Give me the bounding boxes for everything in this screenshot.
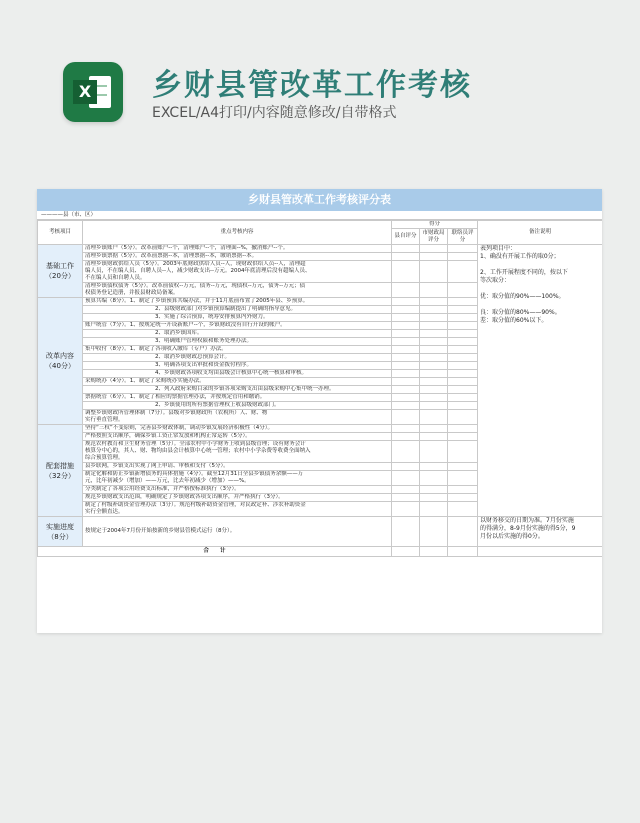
content-line: 编人员，不在编人员、自聘人员--人，减少财政支出--万元。2004年底清理后没有超编人员、 bbox=[85, 268, 311, 274]
content-cell bbox=[83, 494, 392, 502]
score-group-cell[interactable] bbox=[448, 354, 478, 362]
score-city-cell[interactable] bbox=[420, 441, 448, 463]
content-cell bbox=[83, 298, 392, 306]
content-line: 制定化解和防止乡镇新增债务的具体措施（4分）。截至12月31日全县乡镇债务余额——万 bbox=[85, 471, 304, 477]
county-label: ————县（市、区） bbox=[37, 211, 602, 220]
total-value-cell bbox=[478, 547, 602, 557]
score-group-cell[interactable] bbox=[448, 261, 478, 283]
score-self-cell[interactable] bbox=[392, 362, 420, 370]
category-points: （20分） bbox=[45, 272, 75, 280]
score-self-cell[interactable] bbox=[392, 322, 420, 330]
score-group-cell[interactable] bbox=[448, 370, 478, 378]
content-line: 清理乡镇账户（5分）。改革前账户--个，清理账户--个，清理面--%，撤消账户--个。 bbox=[85, 245, 289, 251]
category-name: 改革内容 bbox=[46, 352, 74, 360]
score-city-cell[interactable] bbox=[420, 354, 448, 362]
content-line: 3、明确各项支出审批和资金拨付程序。 bbox=[155, 362, 253, 368]
score-self-cell[interactable] bbox=[392, 386, 420, 394]
content-line: 规范农村教育和卫生财务管理（5分）。全部农村中小学财务上收到县级管理；设有财务会计 bbox=[85, 441, 306, 447]
content-line: 预算共编（8分）。1、制定了乡镇预算共编办法，并于11月底前布置了2005年县、乡预算。 bbox=[85, 298, 309, 304]
note-line: 的得满分，8-9月份实施的得5分，9 bbox=[480, 525, 576, 532]
total-value-cell[interactable] bbox=[448, 547, 478, 557]
score-city-cell[interactable] bbox=[420, 471, 448, 486]
page-title: 乡财县管改革工作考核 bbox=[152, 68, 472, 103]
score-city-cell[interactable] bbox=[420, 298, 448, 306]
note-line: 1、确没有开展工作的取0分； bbox=[480, 253, 560, 260]
category-name: 基础工作 bbox=[46, 262, 74, 270]
note-cell-rating bbox=[478, 245, 602, 517]
content-cell bbox=[83, 394, 392, 402]
total-value-cell[interactable] bbox=[392, 547, 420, 557]
excel-icon bbox=[63, 62, 123, 122]
sheet-title: 乡财县管改革工作考核评分表 bbox=[37, 189, 602, 211]
score-self-cell[interactable] bbox=[392, 314, 420, 322]
content-line: 坚持“三权”不变原则，完善县乡财政体制，调动乡镇发展经济积极性（4分）。 bbox=[85, 425, 273, 431]
score-group-cell[interactable] bbox=[448, 394, 478, 402]
content-cell bbox=[83, 362, 392, 370]
score-city-cell[interactable] bbox=[420, 306, 448, 314]
table-row bbox=[38, 517, 603, 547]
score-city-cell[interactable] bbox=[420, 425, 448, 433]
note-line: 差：取分值的60%以下。 bbox=[480, 317, 548, 324]
score-self-cell[interactable] bbox=[392, 354, 420, 362]
category-points: （40分） bbox=[45, 362, 75, 370]
score-group-cell[interactable] bbox=[448, 314, 478, 322]
content-cell bbox=[83, 441, 392, 463]
score-group-cell[interactable] bbox=[448, 471, 478, 486]
content-cell bbox=[83, 517, 392, 547]
content-line: 规范乡镇财政支出范围，明确规定了乡镇财政各项支出顺序，并严格执行（3分）。 bbox=[85, 494, 284, 500]
score-group-cell[interactable] bbox=[448, 346, 478, 354]
category-cell bbox=[38, 517, 83, 547]
score-group-cell[interactable] bbox=[448, 253, 478, 261]
content-cell bbox=[83, 354, 392, 362]
excel-x-badge: X bbox=[73, 80, 97, 104]
score-table bbox=[37, 220, 602, 557]
score-city-cell[interactable] bbox=[420, 502, 448, 517]
score-city-cell[interactable] bbox=[420, 517, 448, 547]
content-cell bbox=[83, 370, 392, 378]
score-city-cell[interactable] bbox=[420, 261, 448, 283]
total-label: 合 计 bbox=[38, 547, 392, 557]
score-city-cell[interactable] bbox=[420, 346, 448, 354]
content-line: 县乡联网，乡镇支出实现了网上申请、审核和支付（5分）。 bbox=[85, 463, 229, 469]
category-name: 实施进度 bbox=[46, 522, 74, 531]
note-line: 月份以后实施的得0分。 bbox=[480, 533, 544, 540]
content-cell bbox=[83, 402, 392, 410]
content-cell bbox=[83, 245, 392, 253]
score-self-cell[interactable] bbox=[392, 402, 420, 410]
score-self-cell[interactable] bbox=[392, 330, 420, 338]
note-line: 以财务移交的日期为准。7月份实施 bbox=[480, 517, 574, 524]
content-line: 不在编人员和自聘人员。 bbox=[85, 275, 146, 281]
category-cell bbox=[38, 425, 83, 517]
score-self-cell[interactable] bbox=[392, 463, 420, 471]
score-group-cell[interactable] bbox=[448, 502, 478, 517]
score-group-cell[interactable] bbox=[448, 402, 478, 410]
score-city-cell[interactable] bbox=[420, 494, 448, 502]
col-header-score: 得分 bbox=[392, 221, 478, 229]
content-line: 2、乡镇使用的所有票据管理权上收县级财政部门。 bbox=[155, 402, 280, 408]
score-self-cell[interactable] bbox=[392, 486, 420, 494]
content-cell bbox=[83, 425, 392, 433]
note-line: 等次取分： bbox=[480, 277, 511, 284]
score-group-cell[interactable] bbox=[448, 322, 478, 330]
content-line: 清理乡镇票据（5分）。改革前票据--本，清理票据--本，缴销票据--本。 bbox=[85, 253, 258, 259]
content-line: 3、实施了综合预算，统筹安排预算内外财力。 bbox=[155, 314, 269, 320]
content-cell bbox=[83, 378, 392, 386]
content-line: 严格按照支出顺序，确保乡镇工资正常发放和机构正常运转（5分）。 bbox=[85, 433, 251, 439]
content-cell bbox=[83, 463, 392, 471]
col-header-content: 重点考核内容 bbox=[83, 221, 392, 245]
score-self-cell[interactable] bbox=[392, 394, 420, 402]
table-row bbox=[38, 245, 603, 253]
score-self-cell[interactable] bbox=[392, 298, 420, 306]
score-group-cell[interactable] bbox=[448, 338, 478, 346]
content-line: 4、乡镇财政各项收支均由县级会计核算中心统一核算和审核。 bbox=[155, 370, 308, 376]
score-city-cell[interactable] bbox=[420, 330, 448, 338]
content-line: 2、列入政府采购目录的乡镇各项采购支出由县级采购中心集中统一办理。 bbox=[155, 386, 335, 392]
content-cell bbox=[83, 261, 392, 283]
score-self-cell[interactable] bbox=[392, 433, 420, 441]
content-line: 票据统管（6分）。1、制定了相应的票据管理办法，并按规定管用和缴销。 bbox=[85, 394, 266, 400]
content-cell bbox=[83, 471, 392, 486]
content-cell bbox=[83, 283, 392, 298]
header bbox=[0, 0, 640, 150]
col-header-item: 考核项目 bbox=[38, 221, 83, 245]
content-line: 权债务登记造册，并报县财政局备案。 bbox=[85, 290, 179, 296]
score-self-cell[interactable] bbox=[392, 338, 420, 346]
content-line: 调整乡镇财政所管理体制（7分）。县级对乡镇财政所（农税所）人、财、物 bbox=[85, 410, 268, 416]
score-self-cell[interactable] bbox=[392, 261, 420, 283]
content-line: 2、取消乡镇国库。 bbox=[155, 330, 203, 336]
content-cell bbox=[83, 253, 392, 261]
score-group-cell[interactable] bbox=[448, 378, 478, 386]
score-city-cell[interactable] bbox=[420, 370, 448, 378]
score-self-cell[interactable] bbox=[392, 283, 420, 298]
score-city-cell[interactable] bbox=[420, 386, 448, 394]
content-line: 按规定于2004年7月份开始按新的乡财县管模式运行（8分）。 bbox=[85, 528, 236, 534]
score-group-cell[interactable] bbox=[448, 362, 478, 370]
content-line: 综合预算管理。 bbox=[85, 455, 124, 461]
content-cell bbox=[83, 330, 392, 338]
score-self-cell[interactable] bbox=[392, 306, 420, 314]
score-city-cell[interactable] bbox=[420, 338, 448, 346]
score-group-cell[interactable] bbox=[448, 306, 478, 314]
total-row bbox=[38, 547, 603, 557]
score-self-cell[interactable] bbox=[392, 471, 420, 486]
note-cell-progress bbox=[478, 517, 602, 547]
score-self-cell[interactable] bbox=[392, 425, 420, 433]
score-self-cell[interactable] bbox=[392, 253, 420, 261]
score-self-cell[interactable] bbox=[392, 441, 420, 463]
content-line: 采购统办（4分）。1、制定了采购统办实施办法。 bbox=[85, 378, 205, 384]
content-cell bbox=[83, 338, 392, 346]
category-name: 配套措施 bbox=[46, 461, 74, 470]
score-city-cell[interactable] bbox=[420, 283, 448, 298]
category-points: （32分） bbox=[45, 471, 75, 480]
score-self-cell[interactable] bbox=[392, 517, 420, 547]
score-self-cell[interactable] bbox=[392, 410, 420, 425]
score-group-cell[interactable] bbox=[448, 433, 478, 441]
content-line: 账户统管（7分）。1、按规定统一开设新账户--个，乡镇财政没有自行开设的帐户。 bbox=[85, 322, 286, 328]
score-group-cell[interactable] bbox=[448, 494, 478, 502]
content-line: 2、取消乡镇财政总预算会计。 bbox=[155, 354, 231, 360]
score-city-cell[interactable] bbox=[420, 253, 448, 261]
score-city-cell[interactable] bbox=[420, 486, 448, 494]
score-city-cell[interactable] bbox=[420, 362, 448, 370]
score-city-cell[interactable] bbox=[420, 410, 448, 425]
content-line: 清理乡镇财政供给人员（5分）。2003年底财政供给人员--人，现财政供给人员--人，清理超 bbox=[85, 261, 306, 267]
score-city-cell[interactable] bbox=[420, 402, 448, 410]
score-group-cell[interactable] bbox=[448, 425, 478, 433]
note-line: 2、工作开展程度不同的，按以下 bbox=[480, 269, 568, 276]
content-cell bbox=[83, 314, 392, 322]
content-line: 分类制定了各项公用经费支出标准，并严格按标准执行（3分）。 bbox=[85, 486, 240, 492]
score-group-cell[interactable] bbox=[448, 486, 478, 494]
score-group-cell[interactable] bbox=[448, 463, 478, 471]
score-city-cell[interactable] bbox=[420, 314, 448, 322]
score-self-cell[interactable] bbox=[392, 370, 420, 378]
category-cell bbox=[38, 298, 83, 425]
content-line: 核算分中心的，其人、财、物均由县会计核算中心统一管理；农村中小学杂费等收费全面纳入 bbox=[85, 448, 311, 454]
col-header-group: 联络员评分 bbox=[448, 229, 478, 245]
content-line: 元，比年初减少（增加）——万元，比去年初减少（增加）——%。 bbox=[85, 478, 250, 484]
score-group-cell[interactable] bbox=[448, 517, 478, 547]
content-line: 清理乡镇债权债务（5分）。改革前债权--万元，债务--万元，现债权--万元，债务--万元；债 bbox=[85, 283, 306, 289]
content-cell bbox=[83, 386, 392, 394]
score-group-cell[interactable] bbox=[448, 410, 478, 425]
score-group-cell[interactable] bbox=[448, 283, 478, 298]
score-self-cell[interactable] bbox=[392, 378, 420, 386]
content-cell bbox=[83, 433, 392, 441]
category-cell bbox=[38, 245, 83, 298]
content-cell bbox=[83, 322, 392, 330]
score-city-cell[interactable] bbox=[420, 433, 448, 441]
score-group-cell[interactable] bbox=[448, 245, 478, 253]
content-line: 实行全额直达。 bbox=[85, 509, 124, 515]
note-line bbox=[480, 261, 600, 269]
score-group-cell[interactable] bbox=[448, 441, 478, 463]
score-self-cell[interactable] bbox=[392, 245, 420, 253]
note-line bbox=[480, 301, 600, 309]
page-subtitle: EXCEL/A4打印/内容随意修改/自带格式 bbox=[152, 105, 397, 121]
category-points: （8分） bbox=[47, 532, 73, 541]
content-cell bbox=[83, 502, 392, 517]
score-group-cell[interactable] bbox=[448, 298, 478, 306]
content-line: 制定了村级补助资金管理办法（3分）。规范村级补助资金管理，对民政定补、涉农补助资金 bbox=[85, 502, 306, 508]
score-group-cell[interactable] bbox=[448, 386, 478, 394]
score-city-cell[interactable] bbox=[420, 463, 448, 471]
content-line: 2、县级财政部门对乡镇预算编制提出了明确的指导意见。 bbox=[155, 306, 297, 312]
content-cell bbox=[83, 410, 392, 425]
total-value-cell[interactable] bbox=[420, 547, 448, 557]
score-group-cell[interactable] bbox=[448, 330, 478, 338]
score-city-cell[interactable] bbox=[420, 394, 448, 402]
content-line: 3、明确账户管理权限和账务处理办法。 bbox=[155, 338, 253, 344]
note-line: 表列项目中： bbox=[480, 245, 517, 252]
score-self-cell[interactable] bbox=[392, 346, 420, 354]
content-cell bbox=[83, 486, 392, 494]
note-line: 良：取分值的80%——90%。 bbox=[480, 309, 561, 316]
score-self-cell[interactable] bbox=[392, 502, 420, 517]
score-city-cell[interactable] bbox=[420, 245, 448, 253]
content-line: 集中收付（8分）。1、制定了各项收入缴库（专户）办法。 bbox=[85, 346, 227, 352]
col-header-city: 市财政局评分 bbox=[420, 229, 448, 245]
score-self-cell[interactable] bbox=[392, 494, 420, 502]
score-city-cell[interactable] bbox=[420, 322, 448, 330]
note-line: 优：取分值的90%——100%。 bbox=[480, 293, 565, 300]
content-cell bbox=[83, 346, 392, 354]
spreadsheet-preview bbox=[37, 189, 602, 633]
note-line bbox=[480, 285, 600, 293]
content-line: 实行垂直管理。 bbox=[85, 417, 124, 423]
content-cell bbox=[83, 306, 392, 314]
col-header-self: 县自评分 bbox=[392, 229, 420, 245]
col-header-note: 备注说明 bbox=[478, 221, 602, 245]
score-city-cell[interactable] bbox=[420, 378, 448, 386]
